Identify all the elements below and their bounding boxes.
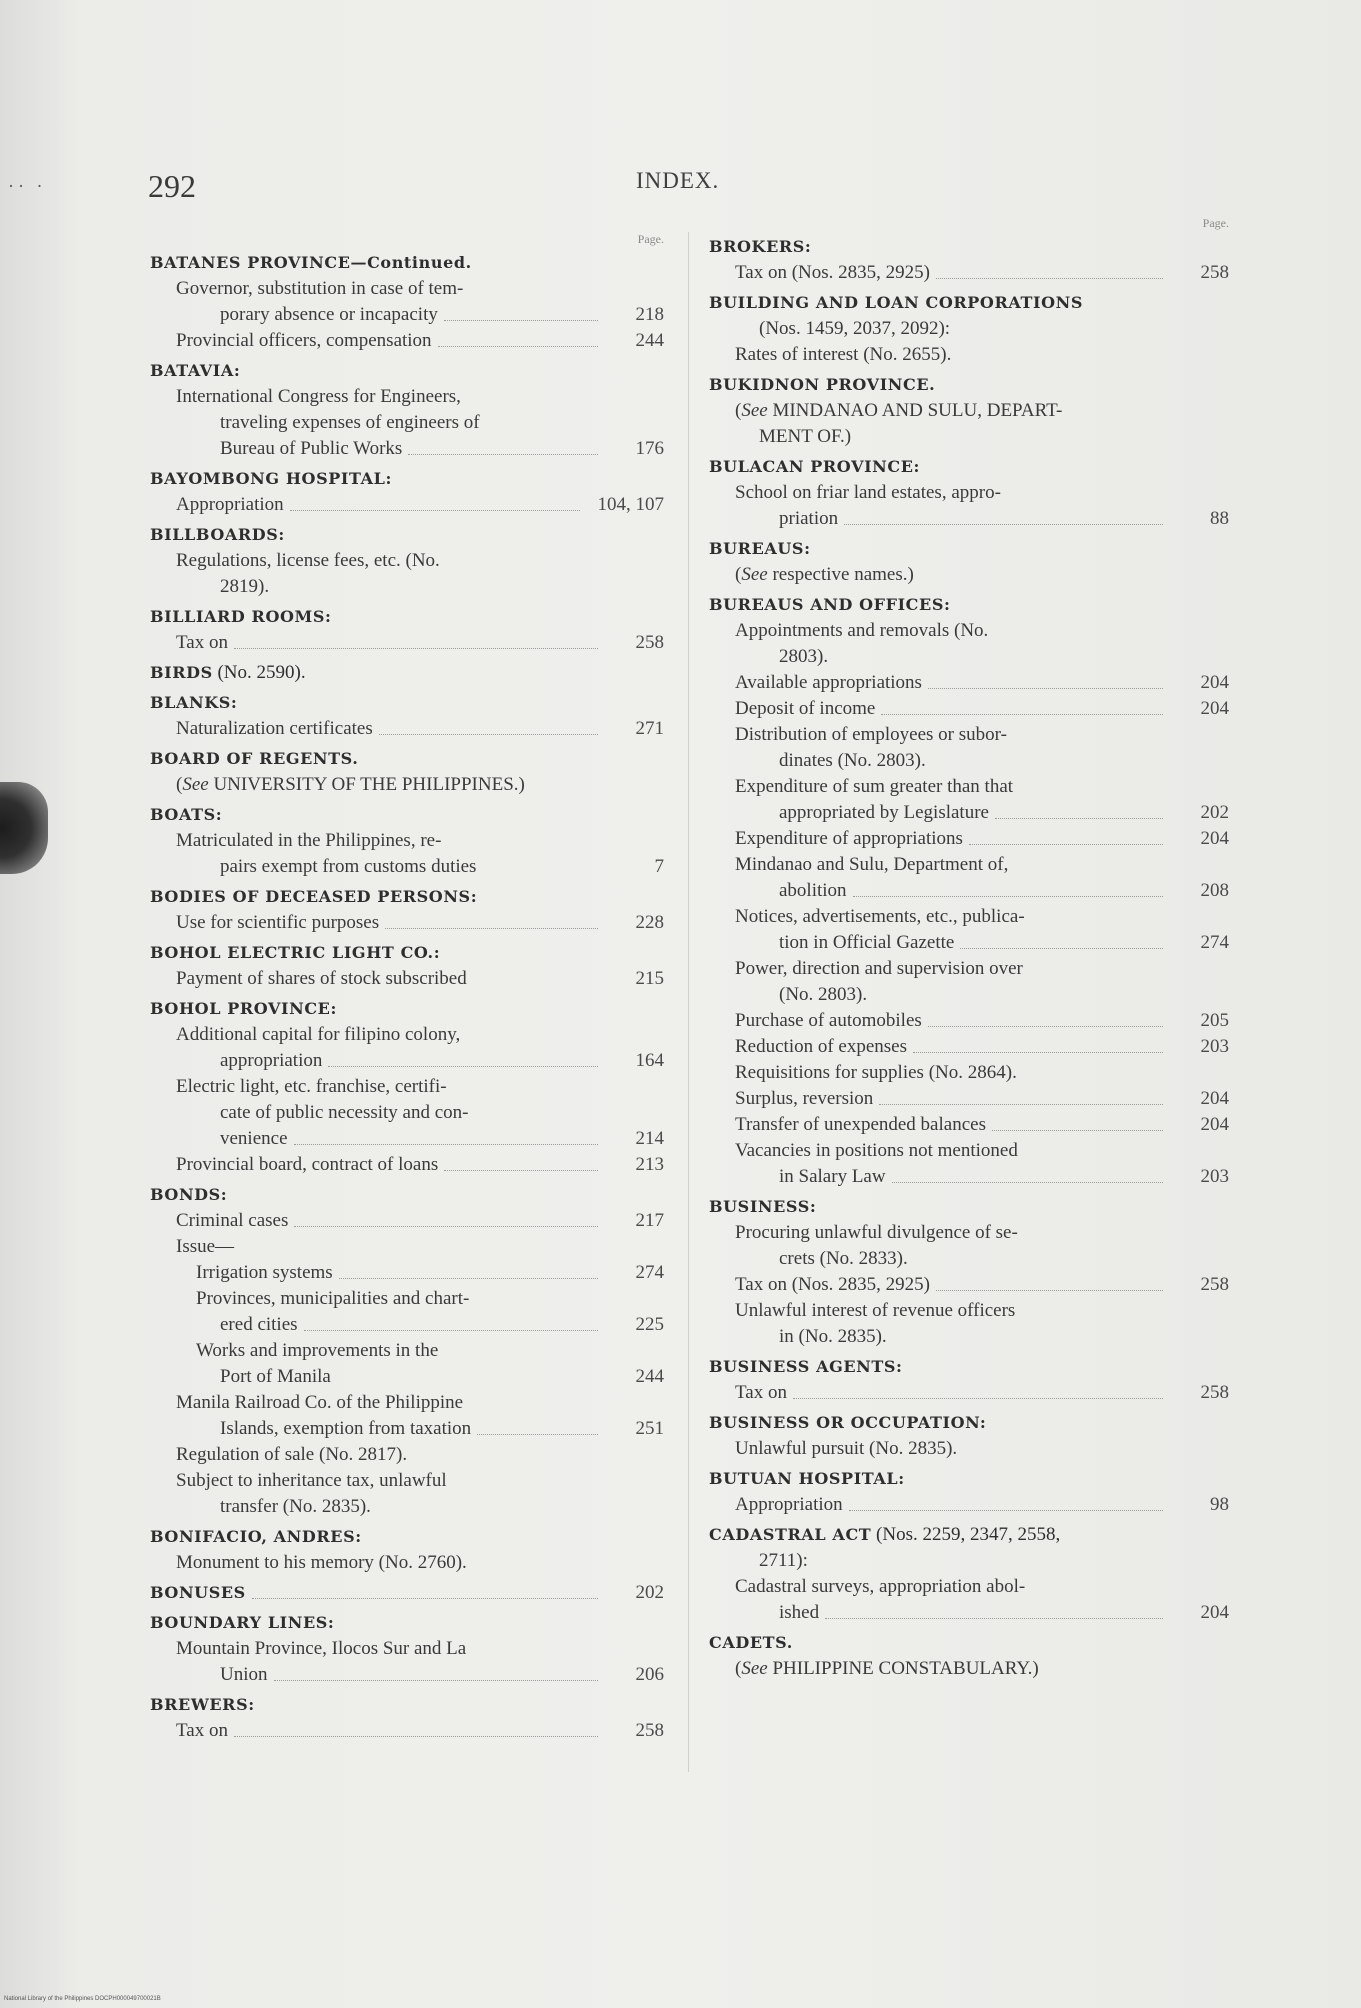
page-ref: 7	[654, 856, 664, 877]
index-heading: BUREAUS AND OFFICES:	[709, 595, 951, 614]
page-ref: 203	[1200, 1036, 1229, 1057]
page-ref: 98	[1210, 1494, 1229, 1515]
index-heading: BOUNDARY LINES:	[150, 1613, 335, 1632]
page-column-label: Page.	[1202, 216, 1229, 230]
index-entry: Criminal cases 217	[176, 1208, 664, 1234]
index-entry: Available appropriations 204	[735, 670, 1229, 696]
page-ref: 244	[635, 330, 664, 351]
page-ref: 274	[635, 1262, 664, 1283]
page-ref: 204	[1200, 1602, 1229, 1623]
index-heading: BUKIDNON PROVINCE.	[709, 375, 936, 394]
running-head: INDEX.	[636, 168, 720, 193]
page-ref: 204	[1200, 672, 1229, 693]
page-ref: 244	[635, 1366, 664, 1387]
index-entry: Appropriation 104, 107	[176, 492, 664, 518]
index-entry: Expenditure of sum greater than that appropriated by Legislature 202	[735, 774, 1229, 826]
index-entry: Naturalization certificates 271	[176, 716, 664, 742]
index-entry: Provincial board, contract of loans 213	[176, 1152, 664, 1178]
index-heading: BUILDING AND LOAN CORPORATIONS	[709, 293, 1083, 312]
index-entry: Mindanao and Sulu, Department of, abolition 208	[735, 852, 1229, 904]
index-heading: BUSINESS:	[709, 1197, 817, 1216]
page-ref: 88	[1210, 508, 1229, 529]
index-entry: Surplus, reversion 204	[735, 1086, 1229, 1112]
index-entry: Additional capital for filipino colony, appropriation 164	[176, 1022, 664, 1074]
index-entry: Payment of shares of stock subscribed 215	[176, 966, 664, 992]
index-entry: Issue—	[176, 1236, 235, 1257]
page-ref: 204	[1200, 1088, 1229, 1109]
index-heading: BOARD OF REGENTS.	[150, 749, 359, 768]
index-entry: Expenditure of appropriations 204	[735, 826, 1229, 852]
index-entry: Reduction of expenses 203	[735, 1034, 1229, 1060]
index-entry: Works and improvements in the Port of Manila 244	[196, 1338, 664, 1390]
page-ref: 228	[635, 912, 664, 933]
index-entry: Matriculated in the Philippines, re- pairs exempt from customs duties 7	[176, 828, 664, 880]
index-entry: Subject to inheritance tax, unlawful transfer (No. 2835).	[176, 1470, 447, 1517]
page-ref: 203	[1200, 1166, 1229, 1187]
index-entry: Monument to his memory (No. 2760).	[176, 1552, 467, 1573]
index-entry: Unlawful pursuit (No. 2835).	[735, 1438, 958, 1459]
page-ref: 202	[635, 1582, 664, 1603]
index-entry: Appropriation 98	[735, 1492, 1229, 1518]
scan-credit: National Library of the Philippines DOCPH000049700021B	[4, 1996, 161, 2002]
index-entry: Procuring unlawful divulgence of se- crets (No. 2833).	[735, 1222, 1018, 1269]
index-entry: Electric light, etc. franchise, certifi- cate of public necessity and con- venience 214	[176, 1074, 664, 1152]
index-entry: Provincial officers, compensation 244	[176, 328, 664, 354]
page-ref: 258	[1200, 1274, 1229, 1295]
index-entry: Tax on 258	[176, 630, 664, 656]
index-entry: Tax on (Nos. 2835, 2925) 258	[735, 260, 1229, 286]
index-heading: BIRDS (No. 2590).	[150, 662, 306, 683]
index-heading: BATAVIA:	[150, 361, 241, 380]
index-entry: Tax on 258	[176, 1718, 664, 1744]
right-column	[709, 216, 1229, 1682]
index-entry: Deposit of income 204	[735, 696, 1229, 722]
page-ref: 258	[1200, 1382, 1229, 1403]
page-ref: 225	[635, 1314, 664, 1335]
page-ref: 258	[635, 1720, 664, 1741]
index-heading-continued: (Nos. 1459, 2037, 2092):	[759, 318, 951, 339]
index-entry: Distribution of employees or subor- dinates (No. 2803).	[735, 724, 1007, 771]
scan-specks: ·· ·	[8, 176, 47, 196]
page-ref: 204	[1200, 698, 1229, 719]
index-entry: Transfer of unexpended balances 204	[735, 1112, 1229, 1138]
index-heading: CADASTRAL ACT (Nos. 2259, 2347, 2558,	[709, 1524, 1061, 1545]
page-ref: 204	[1200, 1114, 1229, 1135]
see-reference: (See MINDANAO AND SULU, DEPART- MENT OF.)	[735, 400, 1063, 447]
index-entry: International Congress for Engineers, traveling expenses of engineers of Bureau of Public Works 176	[176, 384, 664, 462]
index-entry: Regulations, license fees, etc. (No. 2819).	[176, 550, 440, 597]
index-entry	[150, 1580, 664, 1606]
page-ref: 271	[635, 718, 664, 739]
index-entry: Cadastral surveys, appropriation abol- ished 204	[735, 1574, 1229, 1626]
index-entry: Rates of interest (No. 2655).	[735, 344, 952, 365]
index-entry: Manila Railroad Co. of the Philippine Islands, exemption from taxation 251	[176, 1390, 664, 1442]
index-entry: Appointments and removals (No. 2803).	[735, 620, 989, 667]
page-column-label: Page.	[637, 232, 664, 246]
left-column	[150, 232, 664, 1744]
page-ref: 164	[635, 1050, 664, 1071]
page-ref: 204	[1200, 828, 1229, 849]
page-ref: 218	[635, 304, 664, 325]
index-heading: BOATS:	[150, 805, 223, 824]
index-heading: BUTUAN HOSPITAL:	[709, 1469, 905, 1488]
index-entry: Provinces, municipalities and chart- ered cities 225	[196, 1286, 664, 1338]
column-divider	[688, 232, 689, 1772]
binding-shadow	[0, 782, 48, 874]
index-entry: Regulation of sale (No. 2817).	[176, 1444, 408, 1465]
see-reference: (See PHILIPPINE CONSTABULARY.)	[735, 1658, 1039, 1679]
index-entry: Requisitions for supplies (No. 2864).	[735, 1062, 1017, 1083]
see-reference: (See UNIVERSITY OF THE PHILIPPINES.)	[176, 774, 525, 795]
index-entry: Governor, substitution in case of tem- porary absence or incapacity 218	[176, 276, 664, 328]
index-entry: Mountain Province, Ilocos Sur and La Union 206	[176, 1636, 664, 1688]
index-entry: Power, direction and supervision over (No. 2803).	[735, 958, 1023, 1005]
index-entry: Use for scientific purposes 228	[176, 910, 664, 936]
index-heading: BONUSES	[150, 1583, 246, 1602]
index-heading: BUREAUS:	[709, 539, 811, 558]
index-entry: Unlawful interest of revenue officers in (No. 2835).	[735, 1300, 1016, 1347]
index-heading: BAYOMBONG HOSPITAL:	[150, 469, 392, 488]
page-ref: 206	[635, 1664, 664, 1685]
index-entry: Notices, advertisements, etc., publica- tion in Official Gazette 274	[735, 904, 1229, 956]
index-entry: School on friar land estates, appro- priation 88	[735, 480, 1229, 532]
index-heading: BUSINESS AGENTS:	[709, 1357, 903, 1376]
index-heading: BONDS:	[150, 1185, 228, 1204]
index-heading-continued: 2711):	[759, 1550, 808, 1571]
index-entry: Tax on 258	[735, 1380, 1229, 1406]
page-number: 292	[148, 168, 196, 204]
page-ref: 274	[1200, 932, 1229, 953]
page-ref: 208	[1200, 880, 1229, 901]
index-heading: BULACAN PROVINCE:	[709, 457, 921, 476]
index-entry: Irrigation systems 274	[196, 1260, 664, 1286]
index-heading: BROKERS:	[709, 237, 812, 256]
index-heading: BREWERS:	[150, 1695, 255, 1714]
page-ref: 205	[1200, 1010, 1229, 1031]
page-ref: 258	[635, 632, 664, 653]
page-ref: 202	[1200, 802, 1229, 823]
index-heading: BILLIARD ROOMS:	[150, 607, 332, 626]
page-ref: 215	[635, 968, 664, 989]
index-heading: BLANKS:	[150, 693, 238, 712]
index-heading: CADETS.	[709, 1633, 793, 1652]
page-ref: 104, 107	[597, 494, 664, 515]
index-heading: BATANES PROVINCE—Continued.	[150, 253, 472, 272]
index-heading: BUSINESS OR OCCUPATION:	[709, 1413, 987, 1432]
page-ref: 258	[1200, 262, 1229, 283]
index-entry: Purchase of automobiles 205	[735, 1008, 1229, 1034]
index-heading: BOHOL PROVINCE:	[150, 999, 337, 1018]
index-entry: Vacancies in positions not mentioned in Salary Law 203	[735, 1138, 1229, 1190]
page-ref: 251	[635, 1418, 664, 1439]
page-ref: 213	[635, 1154, 664, 1175]
see-reference: (See respective names.)	[735, 564, 914, 585]
index-entry: Tax on (Nos. 2835, 2925) 258	[735, 1272, 1229, 1298]
index-heading: BILLBOARDS:	[150, 525, 285, 544]
index-heading: BOHOL ELECTRIC LIGHT CO.:	[150, 943, 441, 962]
index-heading: BODIES OF DECEASED PERSONS:	[150, 887, 478, 906]
page-ref: 214	[635, 1128, 664, 1149]
page-ref: 176	[635, 438, 664, 459]
page-ref: 217	[635, 1210, 664, 1231]
index-heading: BONIFACIO, ANDRES:	[150, 1527, 362, 1546]
